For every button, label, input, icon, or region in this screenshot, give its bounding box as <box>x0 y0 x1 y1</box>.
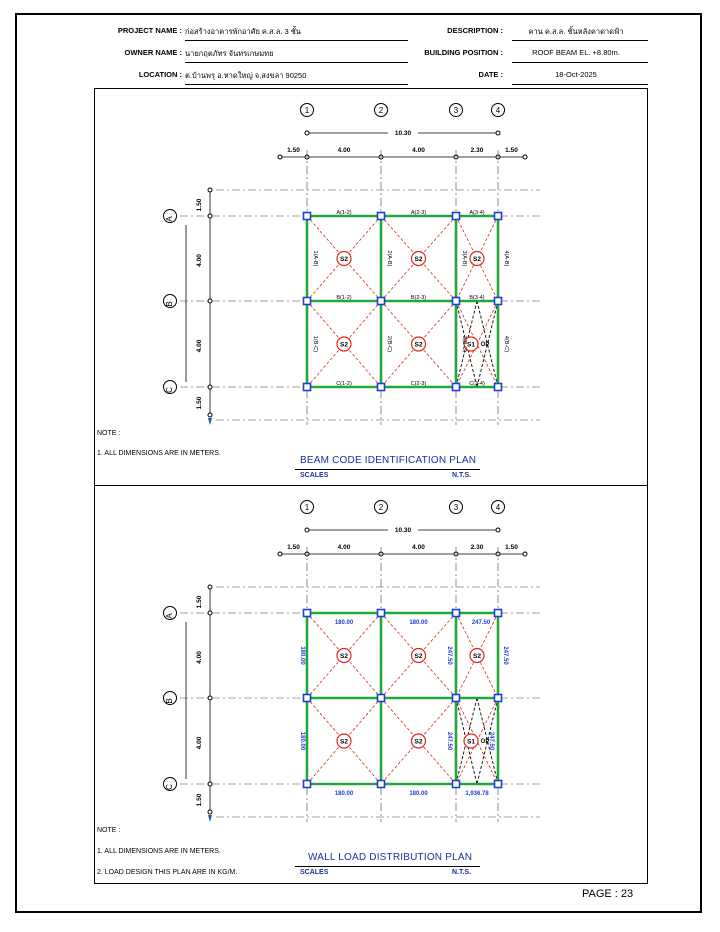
wall-load-label: 1,936.78 <box>465 791 489 797</box>
column-node <box>378 610 385 617</box>
grid-bubble-label: 3 <box>453 106 459 115</box>
column-node <box>378 298 385 305</box>
grid-bubble-label: C <box>165 387 174 393</box>
column-node <box>378 781 385 788</box>
grid-bubble-label: B <box>165 301 174 307</box>
dimension-span-label: 1.50 <box>196 793 203 807</box>
scale-value: N.T.S. <box>452 472 472 479</box>
note-dimensions: 1. ALL DIMENSIONS ARE IN METERS. <box>97 848 221 855</box>
dimension-span-label: 1.50 <box>196 396 203 410</box>
column-node <box>378 384 385 391</box>
building-position-value: ROOF BEAM EL. +8.80m. <box>532 48 620 57</box>
project-name-label: PROJECT NAME : <box>117 26 182 35</box>
page-number: PAGE : 23 <box>582 888 634 900</box>
dimension-tick <box>208 188 212 192</box>
plan-title: BEAM CODE IDENTIFICATION PLAN <box>300 455 477 466</box>
dimension-span-label: 4.00 <box>196 651 203 664</box>
dimension-tick <box>278 155 282 159</box>
column-node <box>304 213 311 220</box>
beam-code-label: C(2-3) <box>410 381 427 387</box>
description-value: คาน ค.ส.ล. ชั้นหลังคาดาดฟ้า <box>528 27 624 36</box>
plan-1-group <box>164 104 541 426</box>
grid-bubble-label: 4 <box>495 503 501 512</box>
slab-label: S2 <box>340 653 348 660</box>
column-node <box>304 781 311 788</box>
column-node <box>453 695 460 702</box>
title-underline <box>295 866 480 867</box>
dimension-tick <box>278 552 282 556</box>
beam-code-label: A(1-2) <box>336 210 352 216</box>
opening-label: OP <box>480 342 490 348</box>
slab-label: S2 <box>340 738 348 746</box>
dimension-tick <box>523 155 527 159</box>
beam-code-label: 3(A-B) <box>461 250 467 267</box>
scales-label: SCALES <box>300 869 329 876</box>
beam-code-label: 1(A-B) <box>312 250 318 267</box>
beam-code-label: 2(A-B) <box>386 250 392 267</box>
grid-bubble-label: B <box>165 698 174 704</box>
beam-code-label: A(3-4) <box>469 210 485 216</box>
dimension-span-label: 4.00 <box>337 544 351 551</box>
note-load-units: 2. LOAD DESIGN THIS PLAN ARE IN KG/M. <box>97 869 238 876</box>
grid-bubble-label: 4 <box>495 106 501 115</box>
column-node <box>378 695 385 702</box>
wall-load-label: 247.50 <box>488 731 494 751</box>
dimension-tick <box>305 131 309 135</box>
grid-bubble-label: A <box>165 613 174 619</box>
column-node <box>304 695 311 702</box>
dimension-tick <box>208 585 212 589</box>
date-label: DATE : <box>478 70 503 79</box>
wall-load-label: 180.00 <box>409 791 428 797</box>
column-node <box>495 384 502 391</box>
column-node <box>495 695 502 702</box>
note-dimensions: 1. ALL DIMENSIONS ARE IN METERS. <box>97 450 221 457</box>
dimension-total: 10.30 <box>394 527 412 534</box>
plan-2-group <box>164 501 541 823</box>
beam-code-label: 2(B-C) <box>386 335 392 353</box>
beam-code-label: B(3-4) <box>469 295 485 301</box>
note-title: NOTE : <box>97 827 121 834</box>
opening-label: OP <box>480 739 490 745</box>
dimension-tick <box>208 810 212 814</box>
description-label: DESCRIPTION : <box>447 26 503 35</box>
column-node <box>495 610 502 617</box>
owner-name-value: นายกฤตภัทร จันทรเกษมทย <box>185 49 274 58</box>
beam-code-label: C(3-4) <box>469 381 485 387</box>
dimension-total: 10.30 <box>394 130 412 137</box>
grid-bubble-label: A <box>165 216 174 222</box>
beam-code-label: 1(B-C) <box>312 335 318 353</box>
dimension-span-label: 2.30 <box>470 544 484 551</box>
column-node <box>495 781 502 788</box>
column-node <box>304 384 311 391</box>
dimension-span-label: 1.50 <box>196 198 203 212</box>
wall-load-label: 180.00 <box>334 791 354 797</box>
grid-bubble-label: 3 <box>453 503 459 512</box>
date-value: 18-Oct-2025 <box>555 70 597 79</box>
dimension-span-label: 4.00 <box>412 147 425 154</box>
slab-label: S2 <box>414 256 423 263</box>
slab-label: S2 <box>414 653 423 660</box>
slab-label: S1 <box>467 341 475 349</box>
location-value: ต.บ้านพรุ อ.หาดใหญ่ จ.สงขลา 90250 <box>185 71 307 80</box>
project-name-value: ก่อสร้างอาคารพักอาศัย ค.ส.ล. 3 ชั้น <box>185 27 301 36</box>
column-node <box>495 213 502 220</box>
dimension-span-label: 4.00 <box>337 147 351 154</box>
grid-bubble-label: 2 <box>378 503 384 512</box>
plan-title: WALL LOAD DISTRIBUTION PLAN <box>308 852 473 863</box>
wall-load-label: 247.50 <box>446 646 452 665</box>
slab-label: S2 <box>414 341 423 349</box>
location-label: LOCATION : <box>138 70 182 79</box>
grid-bubble-label: 2 <box>378 106 384 115</box>
column-node <box>495 298 502 305</box>
beam-code-label: 4(A-B) <box>503 250 509 267</box>
building-position-label: BUILDING POSITION : <box>424 48 503 57</box>
dimension-span-label: 1.50 <box>287 544 300 551</box>
dimension-span-label: 1.50 <box>505 147 518 154</box>
slab-label: S2 <box>473 256 481 263</box>
dimension-span-label: 1.50 <box>505 544 518 551</box>
column-node <box>453 213 460 220</box>
beam-code-label: B(2-3) <box>410 295 427 301</box>
beam-code-label: 4(B-C) <box>503 335 509 353</box>
wall-load-label: 180.00 <box>299 646 305 665</box>
column-node <box>453 610 460 617</box>
wall-load-label: 180.00 <box>334 620 354 626</box>
slab-label: S2 <box>414 738 423 746</box>
dimension-tick <box>305 528 309 532</box>
scales-label: SCALES <box>300 472 329 479</box>
dimension-span-label: 4.00 <box>412 544 425 551</box>
column-node <box>453 384 460 391</box>
grid-bubble-label: 1 <box>304 106 310 115</box>
note-title: NOTE : <box>97 430 121 437</box>
dimension-tick <box>496 131 500 135</box>
dimension-span-label: 1.50 <box>196 595 203 609</box>
slab-label: S2 <box>340 256 348 263</box>
column-node <box>378 213 385 220</box>
column-node <box>453 298 460 305</box>
dimension-span-label: 4.00 <box>196 736 203 750</box>
wall-load-label: 247.50 <box>446 731 452 751</box>
beam-code-label: 3(B-C) <box>461 335 467 353</box>
column-node <box>304 298 311 305</box>
grid-bubble-label: 1 <box>304 503 310 512</box>
wall-load-label: 180.00 <box>299 731 305 751</box>
arrow-marker <box>208 418 212 425</box>
column-node <box>304 610 311 617</box>
owner-name-label: OWNER NAME : <box>124 48 182 57</box>
dimension-span-label: 4.00 <box>196 254 203 267</box>
wall-load-label: 247.50 <box>502 646 508 665</box>
column-node <box>453 781 460 788</box>
arrow-marker <box>208 815 212 822</box>
scale-value: N.T.S. <box>452 869 472 876</box>
dimension-span-label: 4.00 <box>196 339 203 353</box>
beam-code-label: A(2-3) <box>410 210 427 216</box>
wall-load-label: 247.50 <box>471 620 491 626</box>
slab-label: S1 <box>467 738 475 746</box>
slab-label: S2 <box>340 341 348 349</box>
beam-code-label: B(1-2) <box>336 295 352 301</box>
dimension-tick <box>496 528 500 532</box>
dimension-span-label: 1.50 <box>287 147 300 154</box>
slab-label: S2 <box>473 653 481 660</box>
dimension-span-label: 2.30 <box>470 147 484 154</box>
beam-code-label: C(1-2) <box>336 381 352 387</box>
dimension-tick <box>523 552 527 556</box>
wall-load-label: 180.00 <box>409 620 428 626</box>
dimension-tick <box>208 413 212 417</box>
title-underline <box>295 469 480 470</box>
grid-bubble-label: C <box>165 784 174 790</box>
